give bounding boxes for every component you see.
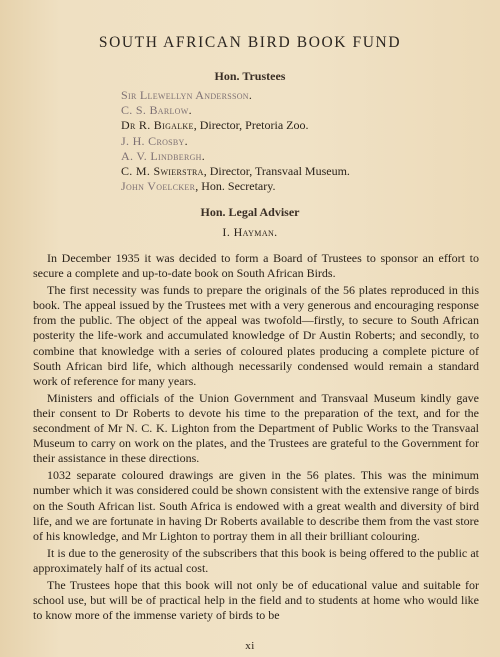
- trustee-role: .: [188, 103, 192, 118]
- trustee-name: John Voelcker: [121, 179, 196, 194]
- body-text: [33, 251, 479, 625]
- trustee-role: , Director, Pretoria Zoo.: [193, 118, 309, 133]
- trustee-role: .: [184, 133, 188, 148]
- trustee-name: A. V. Lindbergh: [121, 148, 202, 163]
- trustee-entry: [121, 88, 350, 103]
- page-number: xi: [245, 640, 255, 652]
- trustee-role: .: [248, 88, 252, 102]
- trustee-entry: [121, 103, 350, 118]
- legal-adviser-heading: Hon. Legal Adviser: [200, 205, 300, 219]
- trustee-entry: [121, 179, 350, 194]
- paragraph: It is due to the generosity of the subscribers that this book is being offered to the public at approximately half of its actual cost.: [33, 545, 479, 575]
- trustee-entry: [121, 164, 350, 179]
- trustees-heading: Hon. Trustees: [214, 69, 286, 83]
- trustee-name: Sir Llewellyn Andersson: [121, 88, 249, 102]
- trustee-role: .: [201, 148, 205, 163]
- trustee-name: C. S. Barlow: [121, 103, 189, 118]
- trustee-entry: [121, 134, 350, 149]
- trustee-list: [121, 88, 350, 194]
- trustee-entry: [121, 149, 350, 164]
- trustee-role: , Hon. Secretary.: [195, 179, 276, 194]
- legal-adviser-name: I. Hayman.: [222, 225, 278, 239]
- trustee-entry: [121, 118, 350, 133]
- trustee-role: , Director, Transvaal Museum.: [203, 164, 350, 179]
- page-title: SOUTH AFRICAN BIRD BOOK FUND: [98, 34, 402, 51]
- paragraph: 1032 separate coloured drawings are given in the 56 plates. This was the minimum number which it was considered could be shown consistent with the extensive range of birds on the South African list. South Africa is endowed with a great wealth and diversity of bird life, and we are fortunate in having Dr Roberts available to describe them from the vast store of his knowledge, and Mr Lighton to portray them in all their brilliant colouring.: [33, 468, 479, 543]
- trustee-name: Dr R. Bigalke: [121, 118, 194, 133]
- trustee-name: J. H. Crosby: [121, 133, 185, 148]
- trustee-name: C. M. Swierstra: [121, 164, 204, 179]
- paragraph: The Trustees hope that this book will not only be of educational value and suitable for school use, but will be of practical help in the field and to students at home who would like to know more of the immense variety of birds to be: [33, 577, 479, 623]
- paragraph: Ministers and officials of the Union Government and Transvaal Museum kindly gave their consent to Dr Roberts to devote his time to the preparation of the text, and for the secondment of Mr N. C. K. Lighton from the Department of Public Works to the Transvaal Museum to carry on work on the plates, and the Trustees are grateful to the Government for their assistance in these directions.: [33, 390, 479, 466]
- paragraph: In December 1935 it was decided to form a Board of Trustees to sponsor an effort to secure a complete and up-to-date book on South African Birds.: [33, 251, 479, 281]
- paragraph: The first necessity was funds to prepare the originals of the 56 plates reproduced in this book. The appeal issued by the Trustees met with a very generous and encouraging response from the public. The object of the appeal was twofold—firstly, to secure to South African posterity the life-work and accumulated knowledge of Dr Austin Roberts; and secondly, to combine that knowledge with a series of coloured plates producing a complete picture of South African bird life, which although necessarily condensed would remain a standard work of reference for many years.: [33, 283, 479, 388]
